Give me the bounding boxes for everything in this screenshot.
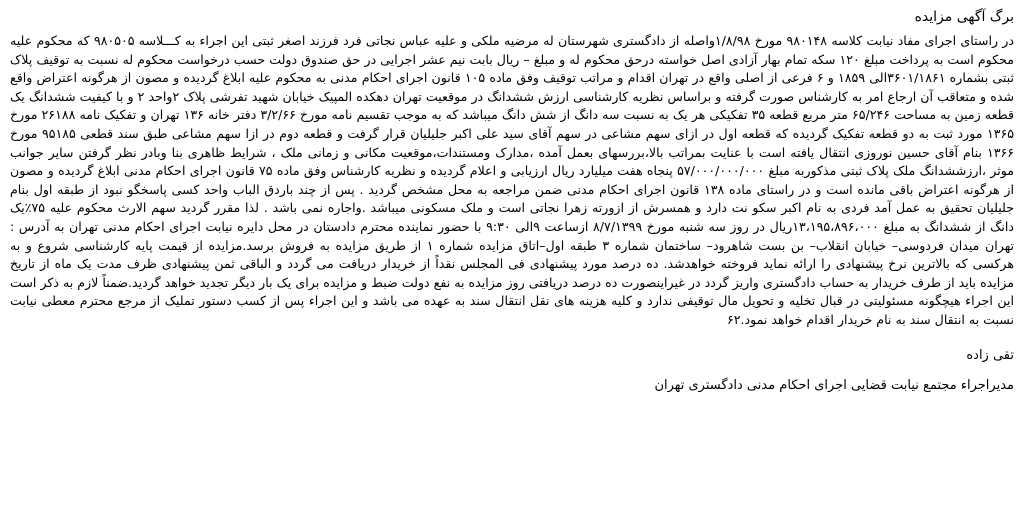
notice-title: برگ آگهی مزایده xyxy=(914,9,1014,25)
notice-body: در راستای اجرای مفاد نیابت کلاسه ۹۸۰۱۴۸ مورخ ۱/۸/۹۸واصله از دادگستری شهرستان له مرضیه ملکی و علیه عباس نجاتی فرد فرزند اصغر ثبتی این اجراء به کـــلاسه ۹۸۰۵۰۵ که محکوم علیه محکوم است به پرداخت مبلغ ۱۲۰ سکه تمام بهار آزادی اصل خواسته درحق محکوم له و مبلغ – ریال بابت نیم عشر اجرایی در حق صندوق دولت حسب درخواست محکوم له نسبت به توقیف پلاک ثبتی بشماره ۳۶۰۱/۱۸۶۱الی ۱۸۵۹ و ۶ فرعی از اصلی واقع در تهران اقدام و مراتب توقیف وفق ماده ۱۰۵ قانون اجرای احکام مدنی به محکوم علیه ابلاغ گردیده و مصون از هرگونه اعتراض واقع شده و متعاقب آن ارجاع امر به کارشناس صورت گرفته و براساس نظریه کارشناسی ارزش ششدانگ در موقعیت تهران دهکده المپیک خیابان شهید تفرشی پلاک ۲واحد ۲ و با کیفیت ششدانگ یک قطعه زمین به مساحت ۶۵/۲۴۶ متر مربع قطعه ۳۵ تفکیکی هر یک به نسبت سه دانگ از شش دانگ میباشد که به موجب تقسیم نامه مورخ ۳/۲/۶۶ دفتر خانه ۱۳۶ تهران و تفکیک نامه ۲۶۱۸۸ مورخ ۱۳۶۵ مورد ثبت به دو قطعه تفکیک گردیده که قطعه اول در ازای سهم مشاعی در سهم آقای سید علی اکبر جلیلیان قرار گرفت و قطعه دوم در ازا سهم مشاعی طبق سند قطعی ۹۵۱۸۵ مورخ ۱۳۶۶ بنام آقای حسین نوروزی انتقال یافته است با عنایت بمراتب بالا،بررسهای بعمل آمده ،مدارک ومستندات،موقعیت مکانی و زمانی ملک ، شرایط ظاهری بنا وبادر نظر گرفتن سایر جوانب موثر ،ارزششدانگ ملک پلاک ثبتی مذکوربه مبلغ ۵۷/۰۰۰/۰۰۰/۰۰۰ پنجاه هفت میلیارد ریال ارزیابی و اعلام گردیده و نظریه کارشناس وفق ماده ۷۵ قانون اجرای احکام مدنی ابلاغ گردیده و مصون از هرگونه اعتراض باقی مانده است و در راستای ماده ۱۳۸ قانون اجرای احکام مدنی ضمن مراجعه به محل مشخص گردید . پس از چند باردق الباب واحد کسی پاسخگو نبود از طبقه اول بنام جلیلیان تحقیق به عمل آمد فردی به نام اکبر سکو نت دارد و همسرش از ازورته زهرا نجاتی است و ملک مسکونی میباشد .واجاره نمی باشد . لذا مقرر گردید سهم الارث محکوم علیه ۷۵٪یک دانگ از ششدانگ به مبلغ ۱۳،۱۹۵،۸۹۶،۰۰۰ریال در روز سه شنبه مورخ ۸/۷/۱۳۹۹ ازساعت ۹الی ۹:۳۰ با حضور نماینده محترم دادستان در محل دایره نیابت اجرای احکام مدنی تهران به آدرس : تهران میدان فردوسی– خیابان انقلاب– بن بست شاهرود– ساختمان شماره ۳ طبقه اول–اتاق مزایده شماره ۱ از طریق مزایده به فروش برسد.مزایده از قیمت پایه کارشناسی شروع و به هرکسی که بالاترین نرخ پیشنهادی را ارائه نماید فروخته خواهدشد. ده درصد مورد پیشنهادی فی المجلس نقداً از خریدار دریافت می گردد و الباقی ثمن پیشنهادی ظرف مدت یک ماه از تاریخ مزایده باید از طرف خریدار به حساب دادگستری واریز گردد در غیراینصورت ده درصد دریافتی روز مزایده به نفع دولت ضبط و مزایده برای یک بار دیگر تجدید خواهد گردید.ضمناً لازم به ذکر است این اجراء هیچگونه مسئولیتی در قبال تخلیه و تحویل مال توقیفی ندارد و کلیه هزینه های نقل انتقال سند به عهده می باشد و این اجراء پس از کسب دستور تملیک از مرجع محترم معطی نیابت نسبت به انتقال سند به نام خریدار اقدام خواهد نمود.۶۲ xyxy=(10,33,1015,327)
signatory-name: تقی زاده xyxy=(966,347,1014,363)
signatory-role: مدیراجراء مجتمع نیابت قضایی اجرای احکام مدنی دادگستری تهران xyxy=(654,377,1014,393)
